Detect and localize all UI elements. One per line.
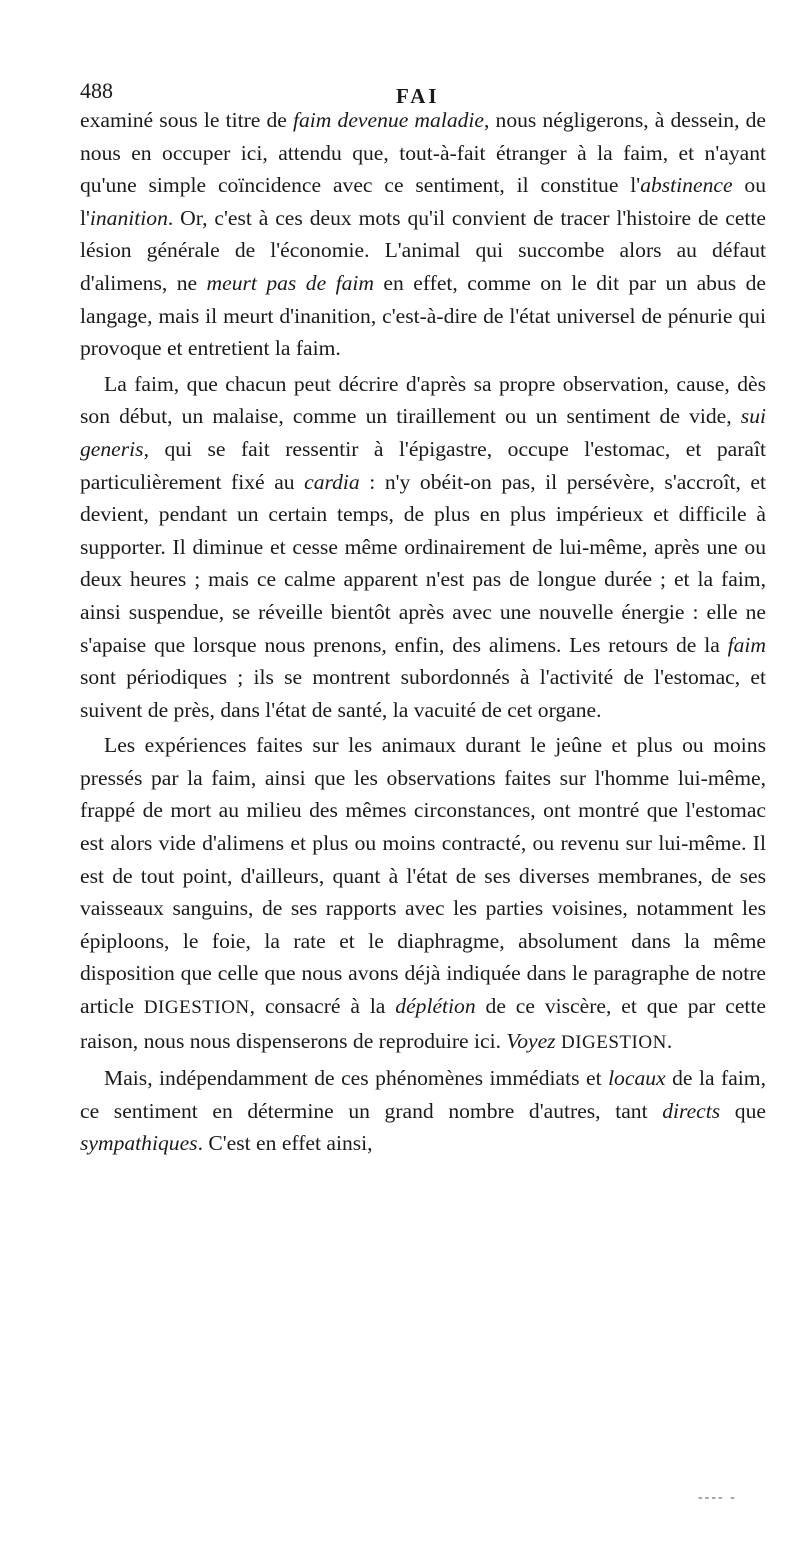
text-run: que	[720, 1098, 766, 1123]
text-run: en effet, comme on le dit par un abus de langage, mais il meurt d'inanition, c'est-à-dire de l'état universel de pénurie qui provoque et entretient la faim.	[80, 270, 766, 361]
text-run: de la faim, ce sentiment en détermine un grand nombre d'autres, tant	[80, 1066, 766, 1123]
text-run: de ce viscère, et que par cette raison, nous nous dispenserons de reproduire ici.	[80, 994, 766, 1053]
italic-text: sui generis	[80, 404, 766, 461]
text-run: sont périodiques ; ils se montrent subordonnés à l'activité de l'estomac, et suivent de près, dans l'état de santé, la vacuité de cet organe.	[80, 665, 766, 722]
text-run: , qui se fait ressentir à l'épigastre, occupe l'estomac, et paraît particulièrement fixé au	[80, 436, 766, 494]
text-run: Les expériences faites sur les animaux durant le jeûne et plus ou moins pressés par la faim, ainsi que les observations faites sur l'homme lui-même, frappé de mort au milieu des mêmes circonstances, ont montré que l'estomac est alors vide d'alimens et plus ou moins contracté, ou revenu sur lui-même. Il est de tout point, d'ailleurs, quant à l'état de ses diverses membranes, de ses vaisseaux sanguins, de ses rapports avec les parties voisines, notamment les épiploons, le foie, la rate et le diaphragme, absolument dans la même disposition que celle que nous avons déjà indiquée dans le paragraphe de notre article	[80, 733, 766, 1019]
italic-text: sympathiques	[80, 1131, 198, 1156]
small-caps-text: DIGESTION	[143, 997, 250, 1019]
italic-text: locaux	[608, 1066, 666, 1091]
italic-text: déplétion	[395, 994, 476, 1019]
italic-text: directs	[662, 1098, 721, 1123]
paragraph	[80, 729, 766, 1059]
italic-text: abstinence	[640, 173, 733, 198]
paragraph	[80, 368, 766, 727]
text-run: , consacré à la	[249, 994, 396, 1019]
italic-text: meurt pas de faim	[206, 270, 374, 295]
body-text	[80, 104, 766, 1160]
page-number: 488	[80, 78, 113, 103]
paragraph	[80, 104, 766, 365]
page-footer-mark: ---- -	[698, 1490, 737, 1505]
text-run: : n'y obéit-on pas, il persévère, s'accroît, et devient, pendant un certain temps, de plus en plus impérieux et difficile à supporter. Il diminue et cesse même ordinairement de lui-même, après une ou deux heures ; mais ce calme apparent n'est pas de longue durée ; et la faim, ainsi suspendue, se réveille bientôt après avec une nouvelle énergie : elle ne s'apaise que lorsque nous prenons, enfin, des alimens. Les retours de la	[80, 469, 766, 657]
text-run: La faim, que chacun peut décrire d'après sa propre observation, cause, dès son début, un malaise, comme un tiraillement ou un sentiment de vide,	[80, 371, 766, 429]
text-run: , nous négligerons, à dessein, de nous en occuper ici, attendu que, tout-à-fait étranger à la faim, et n'ayant qu'une simple coïncidence avec ce sentiment, il constitue l'	[80, 108, 766, 198]
running-head: FAI	[396, 84, 440, 108]
text-run: .	[666, 1028, 673, 1053]
text-run: ou l'	[80, 173, 766, 230]
italic-text: cardia	[304, 469, 360, 494]
text-run: examiné sous le titre de	[80, 108, 294, 132]
text-run: Mais, indépendamment de ces phénomènes immédiats et	[104, 1066, 609, 1091]
paragraph	[80, 1062, 766, 1160]
small-caps-text: DIGESTION	[560, 1031, 667, 1053]
italic-text: faim	[727, 632, 766, 657]
italic-text: Voyez	[506, 1028, 556, 1053]
italic-text: inanition	[89, 205, 168, 230]
text-run: . Or, c'est à ces deux mots qu'il convient de tracer l'histoire de cette lésion générale de l'économie. L'animal qui succombe alors au défaut d'alimens, ne	[80, 205, 766, 295]
italic-text: faim devenue maladie	[293, 108, 484, 132]
text-run: . C'est en effet ainsi,	[197, 1131, 373, 1156]
